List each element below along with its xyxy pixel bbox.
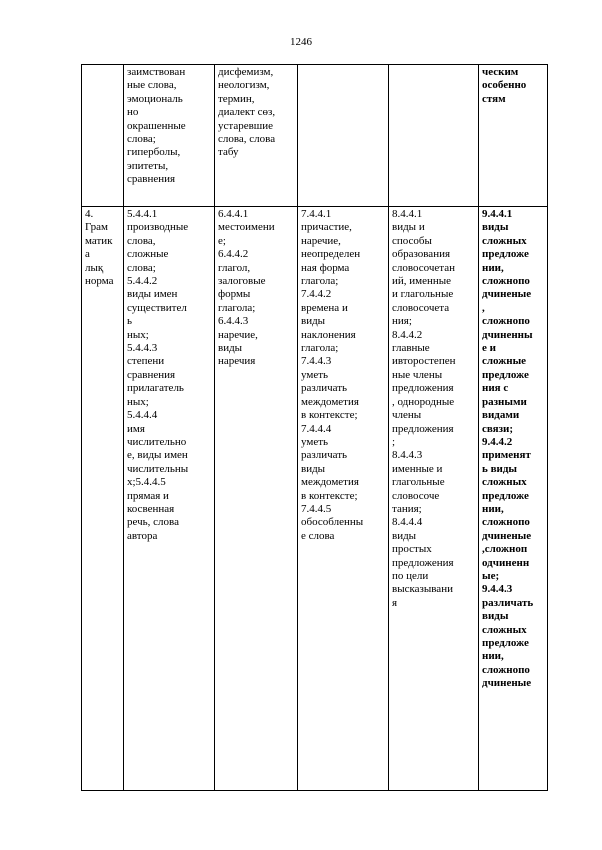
table-row <box>82 65 548 207</box>
cell-text: дисфемизм, неологизм, термин, диалект сөз, устаревшие слова, слова табу <box>218 66 276 159</box>
cell-text: 8.4.4.1 виды и способы образования словосочетан ий, именные и глагольные словосочета ния; 8.4.4.2 главные ивторостепен ные члены предложения , однородные члены предложения ; 8.4.4.3 именные и глагольные словосоче тания; 8.4.4.4 виды простых предложения по цели высказывани я <box>392 208 456 609</box>
table-cell <box>215 207 298 791</box>
table-cell <box>82 65 124 207</box>
cell-text: ческим особенно стям <box>482 66 527 105</box>
curriculum-table <box>81 64 548 791</box>
table-cell <box>479 207 548 791</box>
table-cell <box>479 65 548 207</box>
table-cell <box>124 65 215 207</box>
cell-text: 7.4.4.1 причастие, наречие, неопределен ная форма глагола; 7.4.4.2 времена и виды наклонения глагола; 7.4.4.3 уметь различать междометия в контексте; 7.4.4.4 уметь различать виды междометия в контексте; 7.4.4.5 обособленны е слова <box>301 208 364 542</box>
cell-text: 6.4.4.1 местоимени е; 6.4.4.2 глагол, залоговые формы глагола; 6.4.4.3 наречие, виды наречия <box>218 208 275 368</box>
table-row <box>82 207 548 791</box>
table-cell <box>215 65 298 207</box>
table-cell <box>82 207 124 791</box>
table-cell <box>389 65 479 207</box>
table-cell <box>389 207 479 791</box>
cell-text: 9.4.4.1 виды сложных предложе нии, сложнопо дчиненые , сложнопо дчиненны е и сложные предложе ния с разными видами связи; 9.4.4.2 применят ь виды сложных предложе нии, сложнопо дчиненые ,сложноп одчиненн ые; 9.4.4.3 различать виды сложных предложе нии, сложнопо дчиненые <box>482 208 534 690</box>
cell-text: 4. Грам матик а лық норма <box>85 208 114 288</box>
table-cell <box>124 207 215 791</box>
cell-text: 5.4.4.1 производные слова, сложные слова; 5.4.4.2 виды имен существител ь ных; 5.4.4.3 степени сравнения прилагатель ных; 5.4.4.4 имя числительно е, виды имен числительны х;5.4.4.5 прямая и косвенная речь, слова автора <box>127 208 189 542</box>
cell-text: заимствован ные слова, эмоциональ но окрашенные слова; гиперболы, эпитеты, сравнения <box>127 66 186 186</box>
page-number: 1246 <box>290 36 312 48</box>
table-cell <box>298 65 389 207</box>
table-cell <box>298 207 389 791</box>
